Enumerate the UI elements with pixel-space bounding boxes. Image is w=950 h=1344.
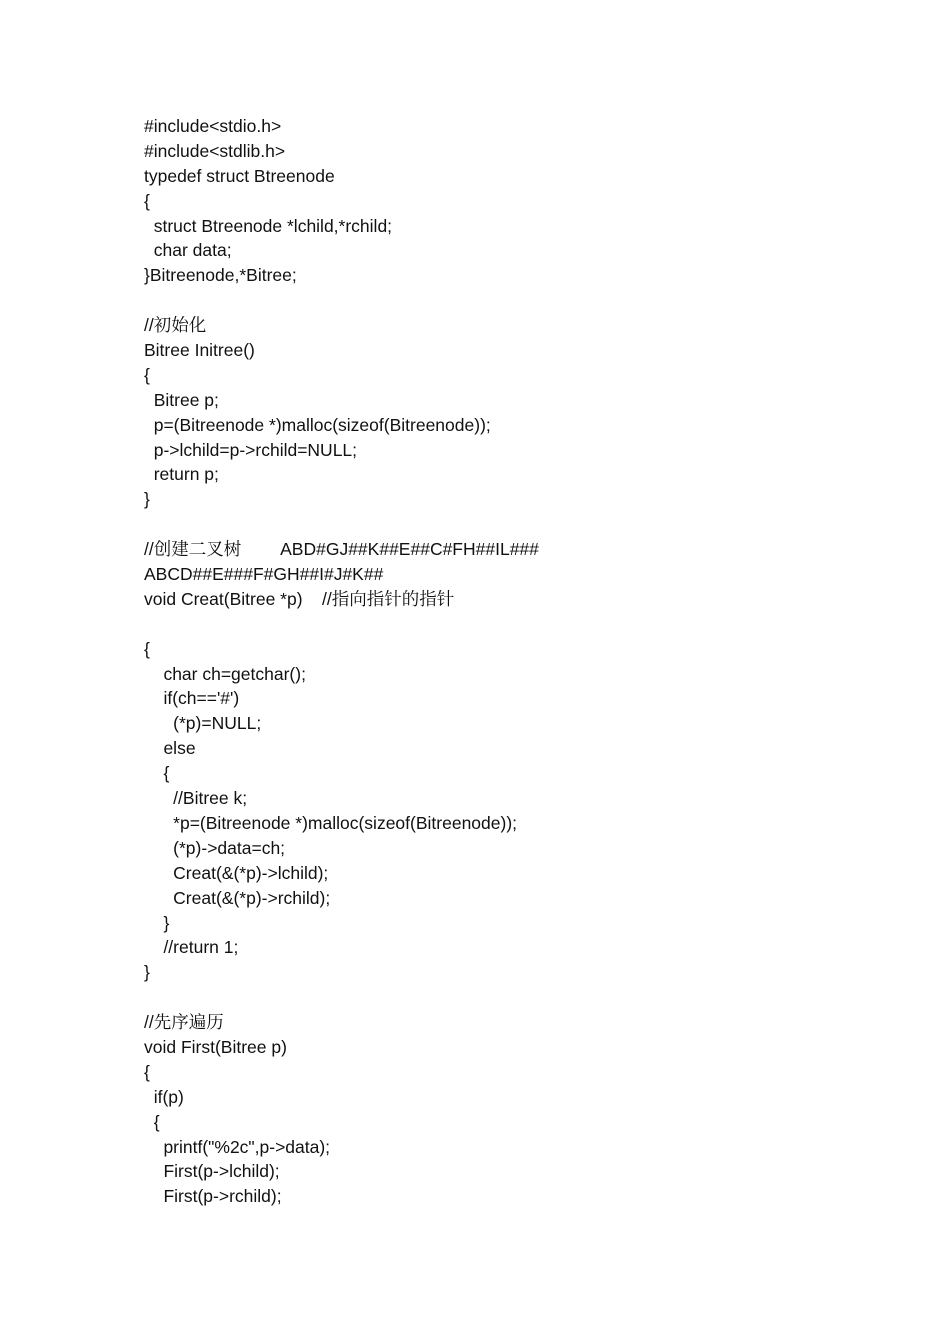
code-line: Bitree Initree() <box>144 340 255 361</box>
code-line: } <box>144 489 150 510</box>
code-line: }Bitreenode,*Bitree; <box>144 265 297 286</box>
code-line: { <box>144 1061 150 1082</box>
code-line: ABCD##E###F#GH##I#J#K## <box>144 564 384 585</box>
code-line: char ch=getchar(); <box>144 663 306 684</box>
code-line: *p=(Bitreenode *)malloc(sizeof(Bitreenode)); <box>144 812 518 833</box>
comment-line: //Bitree k; <box>144 788 248 809</box>
blank-line <box>144 288 904 313</box>
code-line: { <box>144 638 150 659</box>
code-listing <box>144 114 904 1209</box>
code-line: char data; <box>144 240 232 261</box>
code-line: else <box>144 738 196 759</box>
code-line: return p; <box>144 464 219 485</box>
comment-line: //初始化 <box>144 315 207 336</box>
code-line: void First(Bitree p) <box>144 1036 287 1057</box>
code-line: First(p->rchild); <box>144 1186 282 1207</box>
code-line: { <box>144 190 150 211</box>
code-line: p->lchild=p->rchild=NULL; <box>144 439 358 460</box>
code-line: void Creat(Bitree *p) //指向指针的指针 <box>144 588 455 609</box>
code-line: p=(Bitreenode *)malloc(sizeof(Bitreenode)); <box>144 414 491 435</box>
comment-line: //先序遍历 <box>144 1012 224 1033</box>
code-line: if(ch=='#') <box>144 688 240 709</box>
code-line: Bitree p; <box>144 389 219 410</box>
code-line: typedef struct Btreenode <box>144 165 335 186</box>
comment-line: //创建二叉树 ABD#GJ##K##E##C#FH##IL### <box>144 539 539 560</box>
code-line: (*p)=NULL; <box>144 713 262 734</box>
code-line: { <box>144 364 150 385</box>
code-line: { <box>144 763 170 784</box>
blank-line <box>144 612 904 637</box>
code-line: (*p)->data=ch; <box>144 837 286 858</box>
code-line: struct Btreenode *lchild,*rchild; <box>144 215 393 236</box>
code-line: if(p) <box>144 1086 184 1107</box>
blank-line <box>144 512 904 537</box>
code-line: } <box>144 962 150 983</box>
code-line: } <box>144 912 170 933</box>
code-line: Creat(&(*p)->rchild); <box>144 887 331 908</box>
code-line: { <box>144 1111 160 1132</box>
comment-line: //return 1; <box>144 937 239 958</box>
code-line: #include<stdio.h> <box>144 116 282 136</box>
code-line: #include<stdlib.h> <box>144 140 286 161</box>
code-line: Creat(&(*p)->lchild); <box>144 862 329 883</box>
code-line: First(p->lchild); <box>144 1161 280 1182</box>
blank-line <box>144 985 904 1010</box>
code-line: printf("%2c",p->data); <box>144 1136 331 1157</box>
